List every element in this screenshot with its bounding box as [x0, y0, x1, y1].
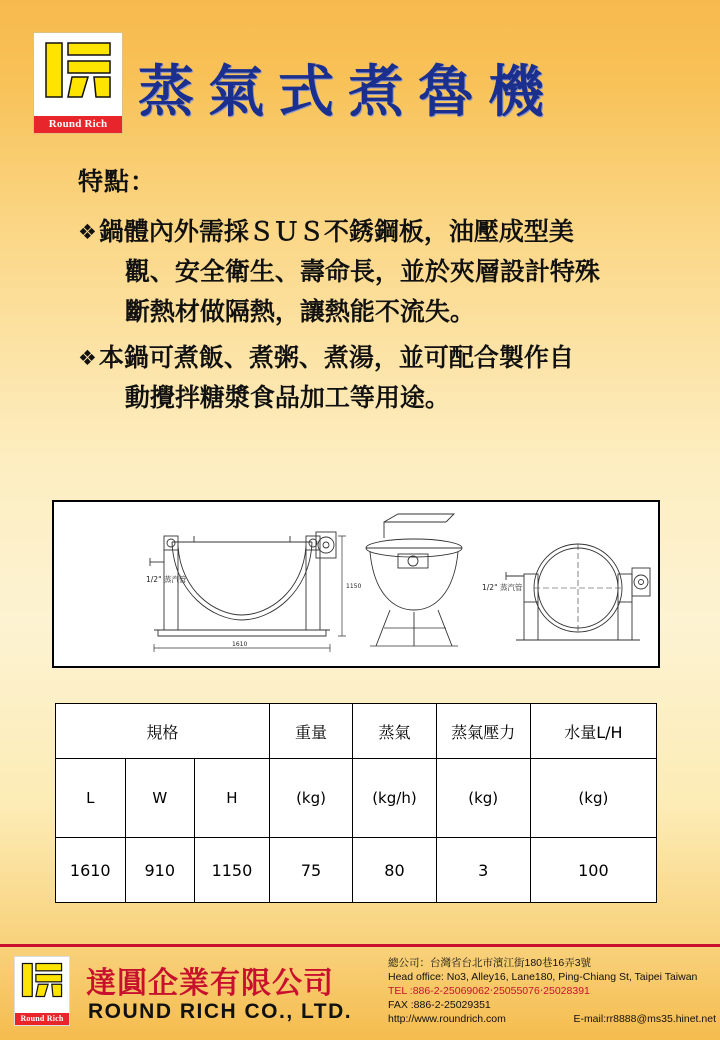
footer [0, 952, 720, 1040]
spec-table-container [55, 703, 657, 903]
feature-line: 本鍋可煮飯、煮粥、煮湯，並可配合製作自 [98, 343, 574, 372]
feature-item [78, 212, 658, 332]
footer-divider [0, 944, 720, 947]
table-subheader-cell: (kg) [269, 759, 352, 838]
footer-logo [14, 956, 70, 1026]
address-en: Head office: No3, Alley16, Lane180, Ping-Chiang St, Taipei Taiwan [388, 971, 698, 983]
table-cell: 1150 [195, 838, 270, 903]
feature-item [78, 338, 658, 418]
table-header-cell: 水量L/H [530, 704, 656, 759]
round-rich-logo-icon [20, 960, 64, 1000]
table-subheader-cell: (kg/h) [353, 759, 436, 838]
table-subheader-cell: (kg) [530, 759, 656, 838]
company-name-cn: 達圓企業有限公司 [86, 966, 334, 1001]
table-cell: 100 [530, 838, 656, 903]
table-subheader-cell: L [56, 759, 126, 838]
table-cell: 80 [353, 838, 436, 903]
features-heading: 特點： [78, 167, 157, 196]
product-drawing-panel [52, 500, 660, 668]
table-cell: 910 [125, 838, 195, 903]
drawing-label-left: 1/2" 蒸汽管 [146, 575, 187, 584]
feature-line: 觀、安全衛生、壽命長，並於夾層設計特殊 [124, 257, 600, 286]
table-cell: 75 [269, 838, 352, 903]
page-title: 蒸氣式煮魯機 [138, 60, 558, 125]
table-row [56, 838, 657, 903]
diamond-bullet-icon: ❖ [78, 346, 97, 370]
drawing-dim-bottom: 1610 [232, 641, 248, 648]
contact-block [388, 956, 716, 1026]
table-subheader-cell: H [195, 759, 270, 838]
table-row-sub-headers [56, 759, 657, 838]
table-cell: 1610 [56, 838, 126, 903]
company-logo [33, 32, 123, 134]
round-rich-logo-icon [42, 39, 114, 101]
drawing-dim-height: 1150 [346, 583, 362, 590]
table-header-cell: 蒸氣 [353, 704, 436, 759]
feature-line: 鍋體內外需採ＳＵＳ不銹鋼板，油壓成型美 [98, 217, 574, 246]
drawing-label-right: 1/2" 蒸汽管 [482, 583, 523, 592]
technical-drawing [54, 502, 658, 666]
telephone: TEL :886-2-25069062‧25055076‧25028391 [388, 985, 590, 997]
logo-caption: Round Rich [15, 1013, 69, 1025]
email-link[interactable]: E-mail:rr8888@ms35.hinet.net [573, 1013, 716, 1025]
feature-text [99, 212, 600, 332]
spec-table [55, 703, 657, 903]
feature-text [99, 338, 574, 418]
fax: FAX :886-2-25029351 [388, 999, 491, 1011]
table-subheader-cell: (kg) [436, 759, 530, 838]
table-cell: 3 [436, 838, 530, 903]
diamond-bullet-icon: ❖ [78, 220, 97, 244]
company-name-en: ROUND RICH CO., LTD. [88, 1000, 353, 1023]
table-subheader-cell: W [125, 759, 195, 838]
table-header-cell: 蒸氣壓力 [436, 704, 530, 759]
table-row-group-headers [56, 704, 657, 759]
header [0, 0, 720, 148]
address-cn: 總公司：台灣省台北市濱江街180巷16弄3號 [388, 957, 592, 969]
feature-line: 動攪拌糖漿食品加工等用途。 [124, 383, 450, 412]
table-header-cell: 重量 [269, 704, 352, 759]
features-section [78, 162, 658, 424]
logo-caption: Round Rich [34, 116, 122, 133]
feature-line: 斷熱材做隔熱，讓熱能不流失。 [124, 297, 475, 326]
table-header-cell: 規格 [56, 704, 270, 759]
website-link[interactable]: http://www.roundrich.com [388, 1013, 506, 1025]
